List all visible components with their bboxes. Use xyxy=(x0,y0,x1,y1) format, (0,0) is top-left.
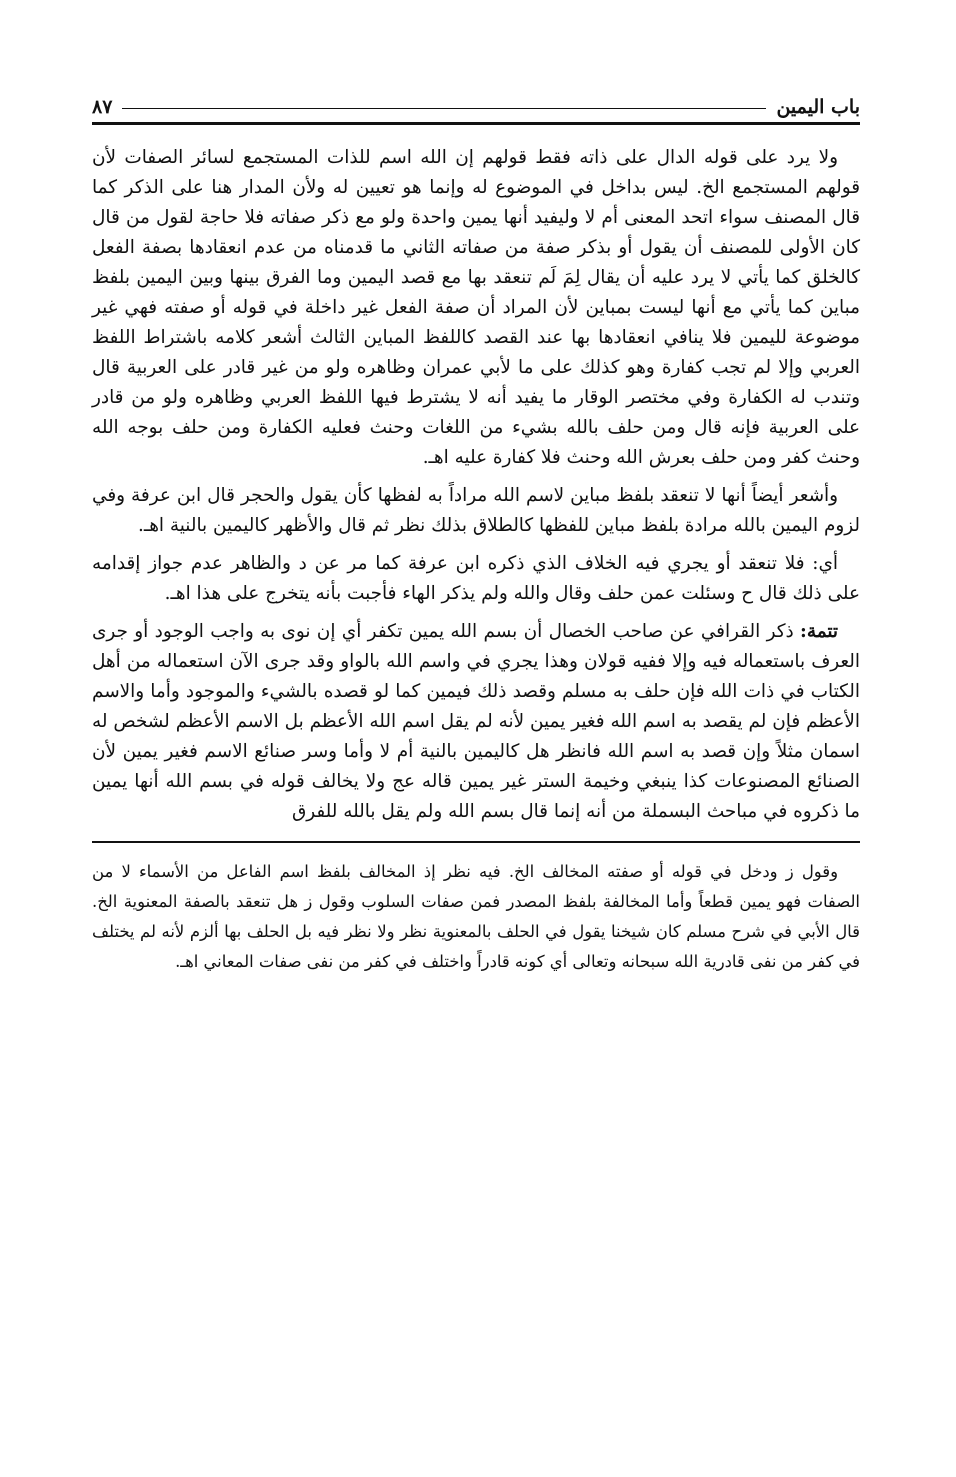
main-text xyxy=(92,143,860,827)
tatimma-label: تتمة: xyxy=(800,621,838,642)
running-header xyxy=(92,88,860,125)
chapter-title: باب اليمين xyxy=(776,96,860,118)
tatimma-paragraph xyxy=(92,617,860,827)
footnote-divider xyxy=(92,841,860,843)
paragraph: ولا يرد على قوله الدال على ذاته فقط قولهم إن الله اسم للذات المستجمع لسائر الصفات لأن قولهم المستجمع الخ. ليس بداخل في الموضوع له وإنما هو تعيين له ولأن المدار هنا على الذكر كما قال المصنف سواء اتحد المعنى أم لا وليفيد أنها يمين واحدة ولو مع ذكر صفاته فلا حاجة لقول من قال كان الأولى للمصنف أن يقول أو بذكر صفة من صفاته الثاني ما قدمناه من عدم انعقادها بصفة الفعل كالخلق كما يأتي لا يرد عليه أن يقال لِمَ لَم تنعقد بها مع قصد اليمين وما الفرق بينها وبين اليمين بلفظ مباين كما يأتي مع أنها ليست بمباين لأن المراد أن صفة الفعل غير داخلة في قوله أو صفته فهي غير موضوعة لليمين فلا ينافي انعقادها بها عند القصد كاللفظ المباين الثالث أشعر كلامه باشتراط اللفظ العربي وإلا لم تجب كفارة وهو كذلك على ما لأبي عمران وظاهره ولو من غير قادر على العربية قال وتندب له الكفارة وفي مختصر الوقار ما يفيد أنه لا يشترط فيها اللفظ العربي وظاهره ولو من قادر على العربية فإنه قال ومن حلف بالله بشيء من اللغات وحنث فعليه الكفارة ومن حلف بوجه الله وحنث كفر ومن حلف بعرش الله وحنث فلا كفارة عليه اهـ. xyxy=(92,147,860,468)
paragraph: أي: فلا تنعقد أو يجري فيه الخلاف الذي ذكره ابن عرفة كما مر عن د والظاهر عدم جواز إقدامه على ذلك قال ح وسئلت عمن حلف وقال والله ولم يذكر الهاء فأجبت بأنه يتخرج على هذا اهـ. xyxy=(92,553,860,604)
page-number: ٨٧ xyxy=(92,96,113,118)
book-page xyxy=(92,88,860,977)
tatimma-text: ذكر القرافي عن صاحب الخصال أن بسم الله يمين تكفر أي إن نوى به واجب الوجود أو جرى العرف باستعماله فيه وإلا ففيه قولان وهذا يجري في واسم الله بالواو وقد جرى الآن استعماله من أهل الكتاب في ذات الله فإن حلف به مسلم وقصد ذلك فيمين كما لو قصده بالشيء والموجود وأما والاسم الأعظم فإن لم يقصد به اسم الله فغير يمين لأنه لم يقل اسم الله الأعظم بل الاسم الأعظم لشخص له اسمان مثلاً وإن قصد به اسم الله فانظر هل كاليمين بالنية أم لا وأما وسر صنائع الاسم فغير يمين لأن الصنائع المصنوعات كذا ينبغي وخيمة الستر غير يمين قاله عج ولا يخالف قوله في بسم الله أنها يمين ما ذكروه في مباحث البسملة من أنه إنما قال بسم الله ولم يقل بالله للفرق xyxy=(92,621,860,822)
header-rule xyxy=(122,108,766,109)
footnotes xyxy=(92,857,860,977)
footnote: وقول ز ودخل في قوله أو صفته المخالف الخ. فيه نظر إذ المخالف بلفظ اسم الفاعل من الأسماء لا من الصفات فهو يمين قطعاً وأما المخالفة بلفظ المصدر فمن صفات السلوب وقول ز هل تنعقد بالصفة المعنوية الخ. قال الأبي في شرح مسلم كان شيخنا يقول في الحلف بالمعنوية نظر ولا نظر فيه بل الحلف بها ألزم لأنه لم يختلف في كفر من نفى قادرية الله سبحانه وتعالى أي كونه قادراً واختلف في كفر من نفى صفات المعاني اهـ. xyxy=(92,862,860,971)
paragraph: وأشعر أيضاً أنها لا تنعقد بلفظ مباين لاسم الله مراداً به لفظها كأن يقول والحجر قال ابن عرفة وفي لزوم اليمين بالله مرادة بلفظ مباين للفظها كالطلاق بذلك نظر ثم قال والأظهر كاليمين بالنية اهـ. xyxy=(92,485,860,536)
